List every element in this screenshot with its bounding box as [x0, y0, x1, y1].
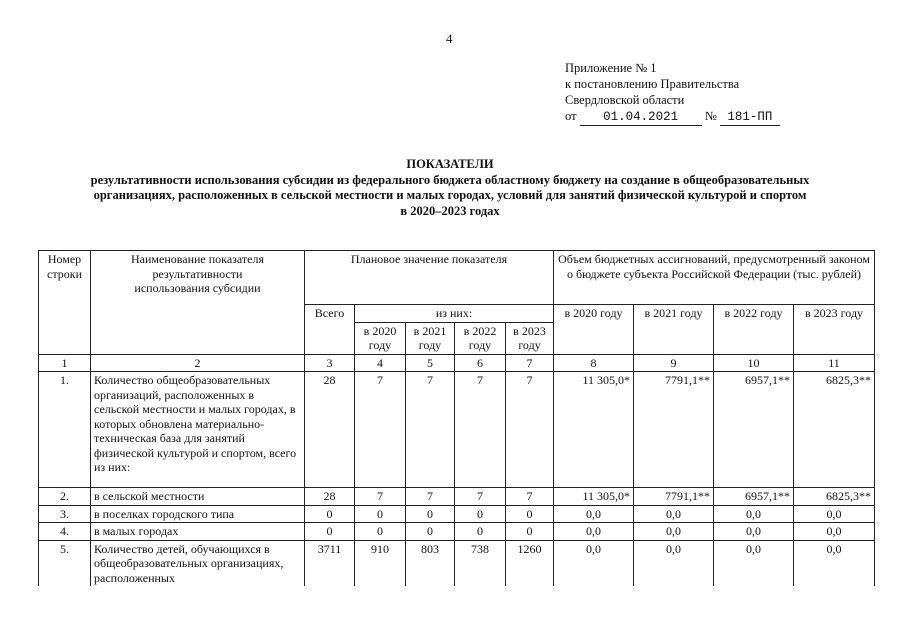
plan-2022: 0 [455, 505, 506, 523]
resolution-date: 01.04.2021 [580, 109, 702, 126]
plan-2020: 7 [355, 372, 406, 488]
appendix-line-4 [565, 108, 780, 126]
plan-2020: 0 [355, 523, 406, 541]
column-number: 8 [554, 354, 634, 372]
plan-2022: 7 [455, 488, 506, 506]
plan-total: 28 [305, 372, 355, 488]
plan-2021: 803 [406, 540, 455, 586]
plan-total: 0 [305, 505, 355, 523]
budget-2020: 0,0 [554, 540, 634, 586]
header-plan-2021: в 2021 году [406, 322, 455, 354]
column-number: 9 [634, 354, 714, 372]
column-number: 10 [714, 354, 794, 372]
table-row [39, 488, 875, 506]
column-number: 2 [91, 354, 305, 372]
plan-total: 0 [305, 523, 355, 541]
row-number: 1. [39, 372, 91, 488]
header-row-number: Номер строки [39, 251, 91, 355]
budget-2022: 6957,1** [714, 488, 794, 506]
header-budget-2021: в 2021 году [634, 305, 714, 355]
plan-2023: 1260 [506, 540, 554, 586]
table-row [39, 540, 875, 586]
row-number: 4. [39, 523, 91, 541]
plan-2022: 7 [455, 372, 506, 488]
plan-2020: 0 [355, 505, 406, 523]
budget-2020: 11 305,0* [554, 488, 634, 506]
appendix-block [565, 60, 780, 126]
column-number: 3 [305, 354, 355, 372]
header-of-them: из них: [355, 305, 554, 323]
plan-2023: 0 [506, 505, 554, 523]
budget-2020: 0,0 [554, 523, 634, 541]
from-label: от [565, 109, 577, 123]
row-number: 3. [39, 505, 91, 523]
plan-2020: 7 [355, 488, 406, 506]
plan-2023: 7 [506, 372, 554, 488]
plan-2022: 0 [455, 523, 506, 541]
header-budget-2020: в 2020 году [554, 305, 634, 355]
budget-2021: 0,0 [634, 523, 714, 541]
appendix-line-2: к постановлению Правительства [565, 77, 740, 91]
table-row [39, 372, 875, 488]
title-heading: ПОКАЗАТЕЛИ [406, 157, 494, 171]
appendix-line-1: Приложение № 1 [565, 61, 657, 75]
indicator-name: в поселках городского типа [91, 505, 305, 523]
header-indicator-name: Наименование показателя результативности использования субсидии [91, 251, 305, 355]
budget-2022: 6957,1** [714, 372, 794, 488]
column-numbers-row [39, 354, 875, 372]
header-budget-volume: Объем бюджетных ассигнований, предусмотренный законом о бюджете субъекта Российской Федерации (тыс. рублей) [554, 251, 875, 305]
plan-2023: 7 [506, 488, 554, 506]
column-number: 6 [455, 354, 506, 372]
indicator-name: в малых городах [91, 523, 305, 541]
budget-2020: 0,0 [554, 505, 634, 523]
budget-2022: 0,0 [714, 505, 794, 523]
budget-2023: 0,0 [794, 523, 875, 541]
page-number: 4 [446, 31, 453, 46]
indicators-table [38, 250, 875, 586]
resolution-number: 181-ПП [720, 109, 780, 126]
plan-2021: 0 [406, 505, 455, 523]
document-title [40, 157, 860, 219]
budget-2021: 7791,1** [634, 488, 714, 506]
plan-2020: 910 [355, 540, 406, 586]
title-line-3: в 2020–2023 годах [400, 203, 500, 218]
table-row [39, 505, 875, 523]
column-number: 5 [406, 354, 455, 372]
header-plan-value: Плановое значение показателя [305, 251, 554, 305]
row-number: 2. [39, 488, 91, 506]
header-plan-2022: в 2022 году [455, 322, 506, 354]
column-number: 7 [506, 354, 554, 372]
indicator-name: Количество детей, обучающихся в общеобразовательных организациях, расположенных [91, 540, 305, 586]
budget-2020: 11 305,0* [554, 372, 634, 488]
plan-total: 28 [305, 488, 355, 506]
plan-2021: 7 [406, 488, 455, 506]
title-line-2: организациях, расположенных в сельской местности и малых городах, условий для занятий физической культурой и спортом [93, 188, 807, 202]
header-budget-2022: в 2022 году [714, 305, 794, 355]
indicator-name: Количество общеобразовательных организаций, расположенных в сельской местности и малых городах, в которых обновлена материально-техническая база для занятий физической культурой и спортом, всего из них: [91, 372, 305, 488]
column-number: 1 [39, 354, 91, 372]
budget-2023: 6825,3** [794, 488, 875, 506]
column-number: 4 [355, 354, 406, 372]
plan-total: 3711 [305, 540, 355, 586]
title-line-1: результативности использования субсидии из федерального бюджета областному бюджету на создание в общеобразовательных [90, 172, 810, 187]
plan-2021: 7 [406, 372, 455, 488]
header-budget-2023: в 2023 году [794, 305, 875, 355]
plan-2022: 738 [455, 540, 506, 586]
budget-2021: 0,0 [634, 540, 714, 586]
table-row [39, 523, 875, 541]
column-number: 11 [794, 354, 875, 372]
number-label: № [704, 109, 717, 123]
indicator-name: в сельской местности [91, 488, 305, 506]
budget-2021: 7791,1** [634, 372, 714, 488]
row-number: 5. [39, 540, 91, 586]
budget-2023: 0,0 [794, 505, 875, 523]
budget-2022: 0,0 [714, 540, 794, 586]
budget-2023: 0,0 [794, 540, 875, 586]
header-plan-2020: в 2020 году [355, 322, 406, 354]
plan-2021: 0 [406, 523, 455, 541]
budget-2023: 6825,3** [794, 372, 875, 488]
appendix-line-3: Свердловской области [565, 93, 685, 107]
budget-2022: 0,0 [714, 523, 794, 541]
header-total: Всего [305, 305, 355, 355]
budget-2021: 0,0 [634, 505, 714, 523]
header-plan-2023: в 2023 году [506, 322, 554, 354]
plan-2023: 0 [506, 523, 554, 541]
